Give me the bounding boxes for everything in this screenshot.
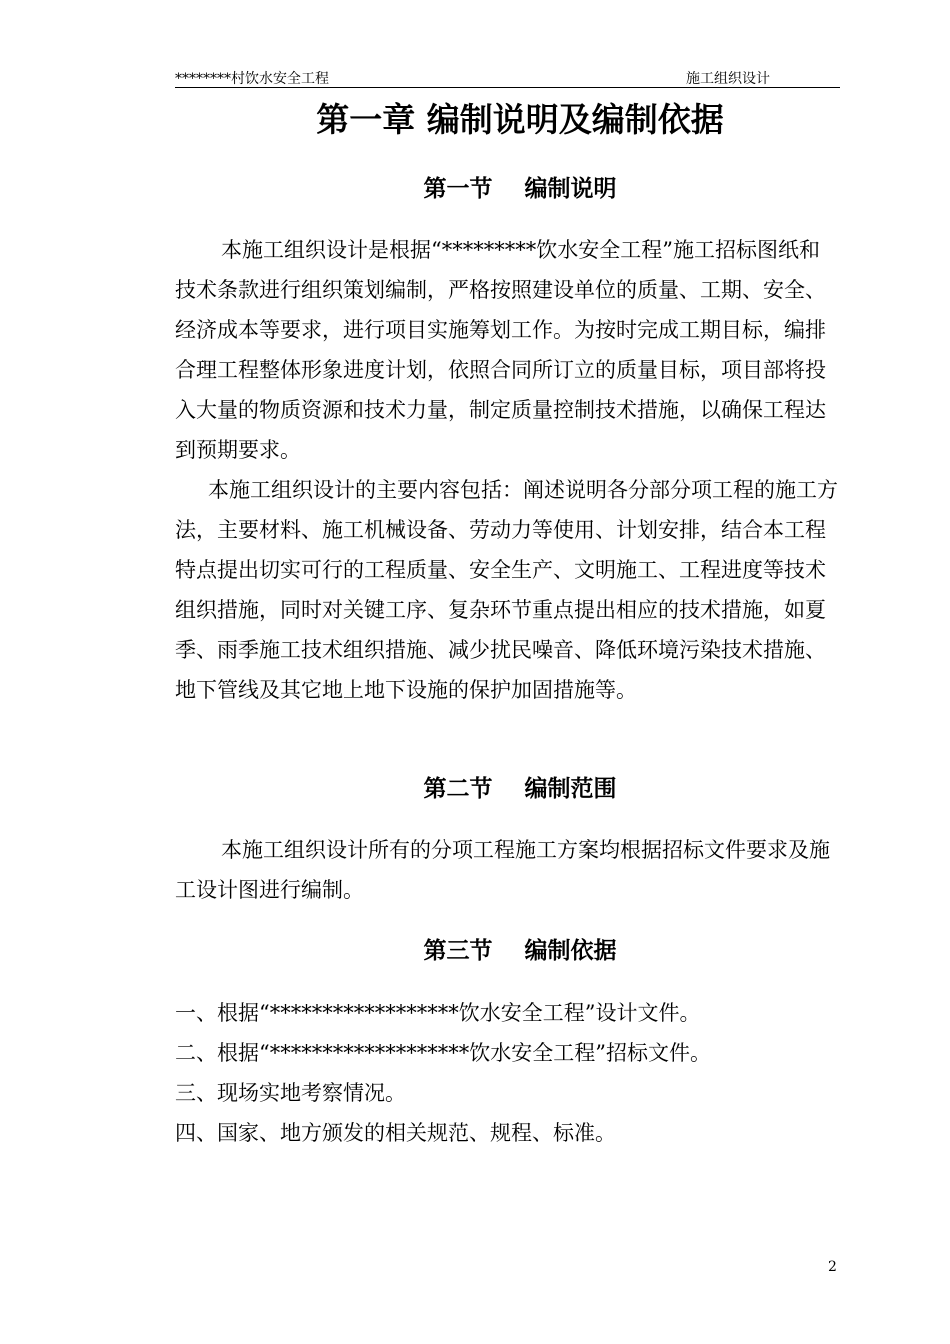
page-header <box>175 66 840 86</box>
list-item: 三、现场实地考察情况。 <box>175 1081 406 1105</box>
list-item: 二、根据“*******************饮水安全工程”招标文件。 <box>175 1041 711 1065</box>
paragraph-2: 本施工组织设计的主要内容包括：阐述说明各分部分项工程的施工方法，主要材料、施工机械设备、劳动力等使用、计划安排，结合本工程特点提出切实可行的工程质量、安全生产、文明施工、工程进度等技术组织措施，同时对关键工序、复杂环节重点提出相应的技术措施，如夏季、雨季施工技术组织措施、减少扰民噪音、降低环境污染技术措施、地下管线及其它地上地下设施的保护加固措施等。 <box>175 478 838 702</box>
chapter-title: 第一章 编制说明及编制依据 <box>316 100 724 139</box>
paragraph-3: 本施工组织设计所有的分项工程施工方案均根据招标文件要求及施工设计图进行编制。 <box>175 838 830 902</box>
list-item: 四、国家、地方颁发的相关规范、规程、标准。 <box>175 1121 616 1145</box>
list-item: 一、根据“******************饮水安全工程”设计文件。 <box>175 1001 701 1025</box>
header-project-name: ********村饮水安全工程 <box>175 71 329 87</box>
section-title-1: 第一节 编制说明 <box>423 176 617 202</box>
header-divider <box>175 87 840 88</box>
section-title-2: 第二节 编制范围 <box>423 776 617 802</box>
header-document-type: 施工组织设计 <box>686 71 770 87</box>
page-number: 2 <box>828 1259 837 1275</box>
section-title-3: 第三节 编制依据 <box>423 938 617 964</box>
paragraph-1: 本施工组织设计是根据“*********饮水安全工程”施工招标图纸和技术条款进行组织策划编制，严格按照建设单位的质量、工期、安全、经济成本等要求，进行项目实施筹划工作。为按时完成工期目标，编排合理工程整体形象进度计划，依照合同所订立的质量目标，项目部将投入大量的物质资源和技术力量，制定质量控制技术措施，以确保工程达到预期要求。 <box>175 238 826 462</box>
